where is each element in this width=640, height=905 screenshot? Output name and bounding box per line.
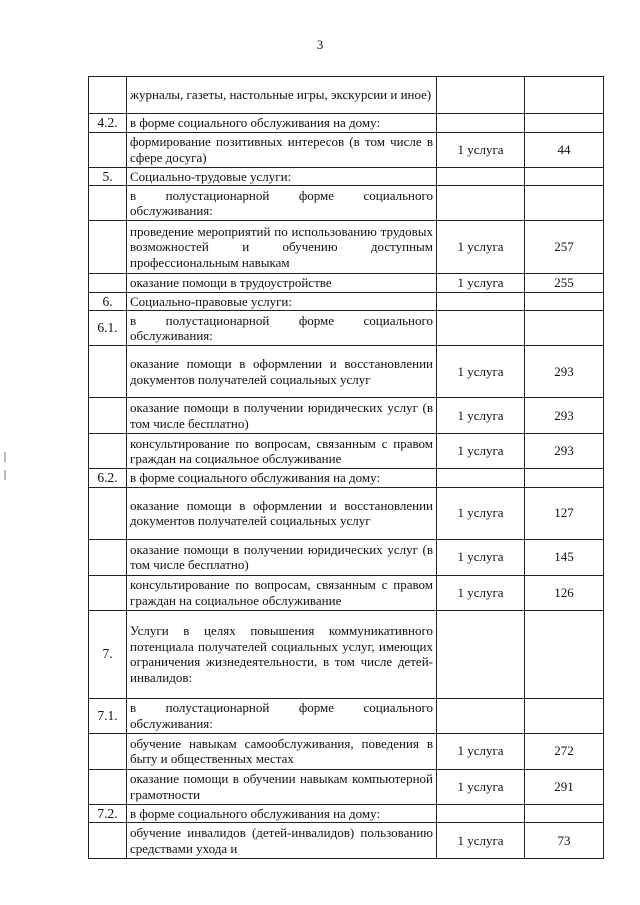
service-description: в форме социального обслуживания на дому: (127, 469, 437, 488)
unit-of-measure: 1 услуга (437, 434, 525, 469)
service-description: в форме социального обслуживания на дому: (127, 114, 437, 133)
unit-of-measure (437, 698, 525, 733)
table-row (89, 77, 604, 114)
table-row (89, 114, 604, 133)
service-description: оказание помощи в оформлении и восстановлении документов получателей социальных услуг (127, 487, 437, 539)
service-description: оказание помощи в получении юридических услуг (в том числе бесплатно) (127, 539, 437, 575)
service-description: обучение навыкам самообслуживания, поведения в быту и общественных местах (127, 733, 437, 769)
tariff-value: 255 (525, 274, 604, 293)
tariff-value (525, 114, 604, 133)
tariff-value: 272 (525, 733, 604, 769)
row-number (89, 346, 127, 398)
service-description: Социально-правовые услуги: (127, 292, 437, 311)
tariff-value: 73 (525, 823, 604, 859)
table-row (89, 132, 604, 167)
tariff-value: 145 (525, 539, 604, 575)
table-row (89, 167, 604, 186)
unit-of-measure: 1 услуга (437, 346, 525, 398)
table-row (89, 346, 604, 398)
table-row (89, 610, 604, 698)
unit-of-measure (437, 469, 525, 488)
table-row (89, 698, 604, 733)
service-description: оказание помощи в получении юридических услуг (в том числе бесплатно) (127, 398, 437, 434)
unit-of-measure (437, 292, 525, 311)
unit-of-measure: 1 услуга (437, 539, 525, 575)
table-row (89, 539, 604, 575)
tariff-value (525, 167, 604, 186)
unit-of-measure (437, 610, 525, 698)
table-row (89, 186, 604, 221)
row-number (89, 434, 127, 469)
service-description: оказание помощи в оформлении и восстановлении документов получателей социальных услуг (127, 346, 437, 398)
row-number (89, 575, 127, 610)
tariff-value: 293 (525, 346, 604, 398)
service-description: Услуги в целях повышения коммуникативного потенциала получателей социальных услуг, имеющих ограничения жизнедеятельности, в том числе детей-инвалидов: (127, 610, 437, 698)
tariff-value (525, 186, 604, 221)
row-number: 7. (89, 610, 127, 698)
tariff-value: 126 (525, 575, 604, 610)
unit-of-measure: 1 услуга (437, 823, 525, 859)
unit-of-measure (437, 167, 525, 186)
row-number: 7.2. (89, 804, 127, 823)
service-description: формирование позитивных интересов (в том числе в сфере досуга) (127, 132, 437, 167)
unit-of-measure (437, 186, 525, 221)
service-description: журналы, газеты, настольные игры, экскурсии и иное) (127, 77, 437, 114)
table-row (89, 804, 604, 823)
service-description: консультирование по вопросам, связанным с правом граждан на социальное обслуживание (127, 434, 437, 469)
tariff-value (525, 311, 604, 346)
tariff-value: 44 (525, 132, 604, 167)
row-number (89, 823, 127, 859)
row-number: 6.1. (89, 311, 127, 346)
table-body (89, 77, 604, 859)
table-row (89, 221, 604, 274)
unit-of-measure: 1 услуга (437, 575, 525, 610)
tariff-value (525, 698, 604, 733)
unit-of-measure (437, 77, 525, 114)
row-number: 7.1. (89, 698, 127, 733)
tariff-value: 293 (525, 434, 604, 469)
table-row (89, 311, 604, 346)
table-row (89, 434, 604, 469)
row-number: 4.2. (89, 114, 127, 133)
scan-artifact-mark (4, 470, 6, 480)
tariff-value: 127 (525, 487, 604, 539)
service-description: консультирование по вопросам, связанным с правом граждан на социальное обслуживание (127, 575, 437, 610)
service-description: обучение инвалидов (детей-инвалидов) пользованию средствами ухода и (127, 823, 437, 859)
table-row (89, 469, 604, 488)
tariff-value (525, 77, 604, 114)
unit-of-measure (437, 804, 525, 823)
row-number (89, 274, 127, 293)
row-number (89, 769, 127, 804)
unit-of-measure: 1 услуга (437, 769, 525, 804)
unit-of-measure (437, 311, 525, 346)
scan-artifact-mark (4, 452, 6, 462)
services-tariff-table (88, 76, 604, 859)
table-row (89, 823, 604, 859)
unit-of-measure: 1 услуга (437, 274, 525, 293)
table-row (89, 398, 604, 434)
unit-of-measure (437, 114, 525, 133)
tariff-value: 257 (525, 221, 604, 274)
service-description: оказание помощи в обучении навыкам компьютерной грамотности (127, 769, 437, 804)
unit-of-measure: 1 услуга (437, 221, 525, 274)
row-number (89, 539, 127, 575)
table-row (89, 733, 604, 769)
tariff-value (525, 610, 604, 698)
row-number (89, 733, 127, 769)
service-description: в полустационарной форме социального обслуживания: (127, 698, 437, 733)
service-description: Социально-трудовые услуги: (127, 167, 437, 186)
tariff-value (525, 804, 604, 823)
service-description: в полустационарной форме социального обслуживания: (127, 311, 437, 346)
row-number (89, 132, 127, 167)
row-number (89, 487, 127, 539)
table-row (89, 769, 604, 804)
unit-of-measure: 1 услуга (437, 487, 525, 539)
table-row (89, 274, 604, 293)
table-row (89, 487, 604, 539)
service-description: в полустационарной форме социального обслуживания: (127, 186, 437, 221)
table-row (89, 575, 604, 610)
page-number: 3 (316, 37, 324, 52)
service-description: оказание помощи в трудоустройстве (127, 274, 437, 293)
service-description: проведение мероприятий по использованию трудовых возможностей и обучению доступным профессиональным навыкам (127, 221, 437, 274)
row-number (89, 77, 127, 114)
table-row (89, 292, 604, 311)
tariff-value (525, 469, 604, 488)
row-number: 6. (89, 292, 127, 311)
row-number: 6.2. (89, 469, 127, 488)
tariff-value: 293 (525, 398, 604, 434)
row-number (89, 221, 127, 274)
row-number (89, 398, 127, 434)
unit-of-measure: 1 услуга (437, 398, 525, 434)
tariff-value (525, 292, 604, 311)
row-number: 5. (89, 167, 127, 186)
row-number (89, 186, 127, 221)
unit-of-measure: 1 услуга (437, 733, 525, 769)
tariff-value: 291 (525, 769, 604, 804)
service-description: в форме социального обслуживания на дому: (127, 804, 437, 823)
unit-of-measure: 1 услуга (437, 132, 525, 167)
